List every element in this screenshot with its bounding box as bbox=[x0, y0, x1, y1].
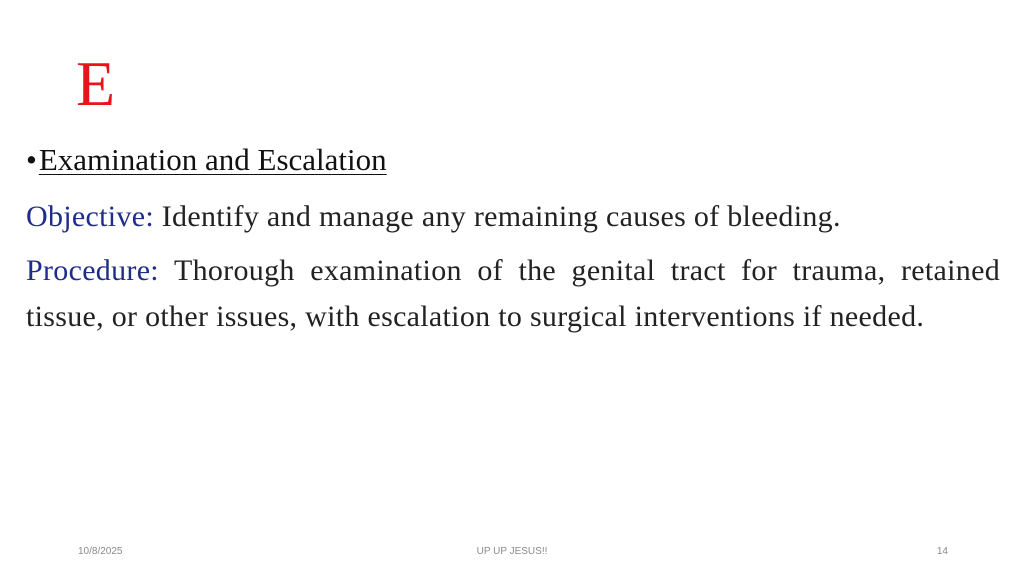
bullet-marker: • bbox=[26, 142, 37, 177]
objective-text: Identify and manage any remaining causes of bleeding. bbox=[161, 200, 841, 233]
procedure-label: Procedure: bbox=[26, 254, 159, 287]
bullet-heading: Examination and Escalation bbox=[38, 142, 387, 177]
slide-content bbox=[26, 140, 1000, 348]
procedure-paragraph bbox=[26, 248, 1000, 340]
slide-title: E bbox=[76, 48, 116, 119]
objective-label: Objective: bbox=[26, 200, 154, 233]
slide-number: 14 bbox=[936, 546, 948, 557]
procedure-text: Thorough examination of the genital tract for trauma, retained tissue, or other issues, with escalation to surgical interventions if needed. bbox=[26, 254, 1000, 333]
bullet-item bbox=[26, 140, 1000, 180]
footer-text: UP UP JESUS!! bbox=[476, 546, 548, 557]
footer-date: 10/8/2025 bbox=[78, 546, 123, 557]
objective-paragraph bbox=[26, 194, 1000, 240]
